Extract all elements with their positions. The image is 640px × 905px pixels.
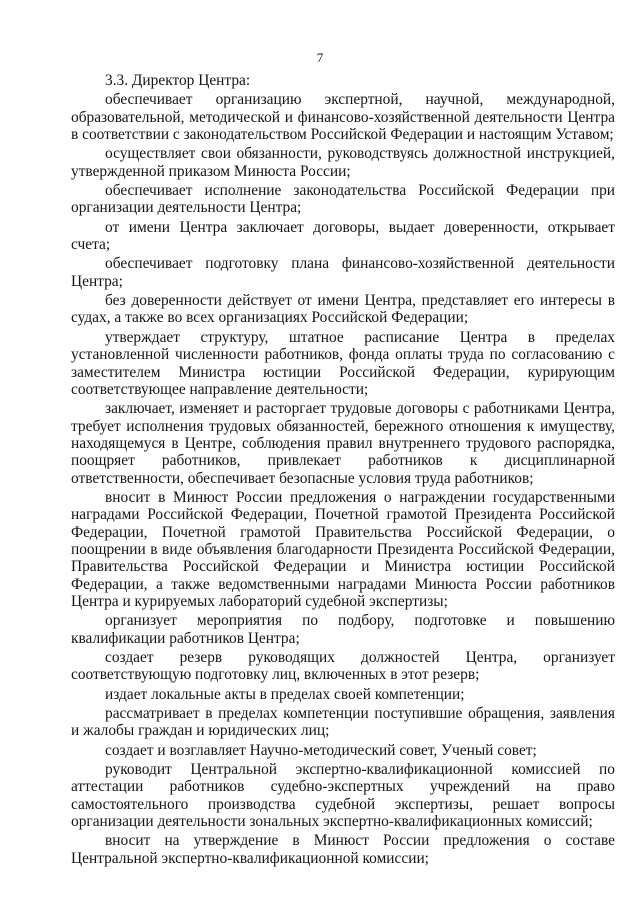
duty-paragraph: без доверенности действует от имени Центра, представляет его интересы в судах, а также во всех организациях Российской Федерации; <box>71 292 615 327</box>
duty-paragraph: создает и возглавляет Научно-методический совет, Ученый совет; <box>105 741 537 759</box>
duty-paragraph: создает резерв руководящих должностей Центра, организует соответствующую подготовку лиц, включенных в этот резерв; <box>71 649 615 684</box>
duty-paragraph: обеспечивает организацию экспертной, научной, международной, образовательной, методической и финансово-хозяйственной деятельности Центра в соответствии с законодательством Российской Федерации и настоящим Уставом; <box>71 91 615 144</box>
duty-paragraph: от имени Центра заключает договоры, выдает доверенности, открывает счета; <box>71 218 615 254</box>
duty-paragraph: издает локальные акты в пределах своей компетенции; <box>105 685 465 703</box>
duty-paragraph: вносит в Минюст России предложения о награждении государственными наградами Российской Федерации, Почетной грамотой Президента Российской Федерации, Почетной грамотой Правительства Российской Федерации, о поощрении в виде объявления благодарности Президента Российской Федерации, Правительства Российской Федерации и Министра юстиции Российской Федерации, а также ведомственными наградами Минюста России работников Центра и курируемых лабораторий судебной экспертизы; <box>71 488 615 610</box>
duty-paragraph: осуществляет свои обязанности, руководствуясь должностной инструкцией, утвержденной приказом Минюста России; <box>71 145 615 180</box>
section-heading: 3.3. Директор Центра: <box>105 72 251 89</box>
duty-paragraph: утверждает структуру, штатное расписание Центра в пределах установленной численности работников, фонда оплаты труда по согласованию с заместителем Министра юстиции Российской Федерации, курирующим соответствующее направление деятельности; <box>71 328 615 398</box>
document-body <box>71 72 615 869</box>
duty-paragraph: организует мероприятия по подбору, подготовке и повышению квалификации работников Центра; <box>71 612 615 647</box>
duty-paragraph: обеспечивает исполнение законодательства Российской Федерации при организации деятельности Центра; <box>71 182 615 217</box>
duty-paragraph: руководит Центральной экспертно-квалификационной комиссией по аттестации работников судебно-экспертных учреждений на право самостоятельного производства судебной экспертизы, решает вопросы организации деятельности зональных экспертно-квалификационных комиссий; <box>71 761 615 831</box>
page-number: 7 <box>316 50 324 65</box>
duty-paragraph: заключает, изменяет и расторгает трудовые договоры с работниками Центра, требует исполнения трудовых обязанностей, бережного отношения к имуществу, находящемуся в Центре, соблюдения правил внутреннего трудового распорядка, поощряет работников, привлекает работников к дисциплинарной ответственности, обеспечивает безопасные условия труда работников; <box>71 400 615 487</box>
duty-paragraph: рассматривает в пределах компетенции поступившие обращения, заявления и жалобы граждан и юридических лиц; <box>71 705 615 740</box>
duty-paragraph: обеспечивает подготовку плана финансово-хозяйственной деятельности Центра; <box>71 255 615 290</box>
duty-paragraph: вносит на утверждение в Минюст России предложения о составе Центральной экспертно-квалификационной комиссии; <box>71 832 615 867</box>
